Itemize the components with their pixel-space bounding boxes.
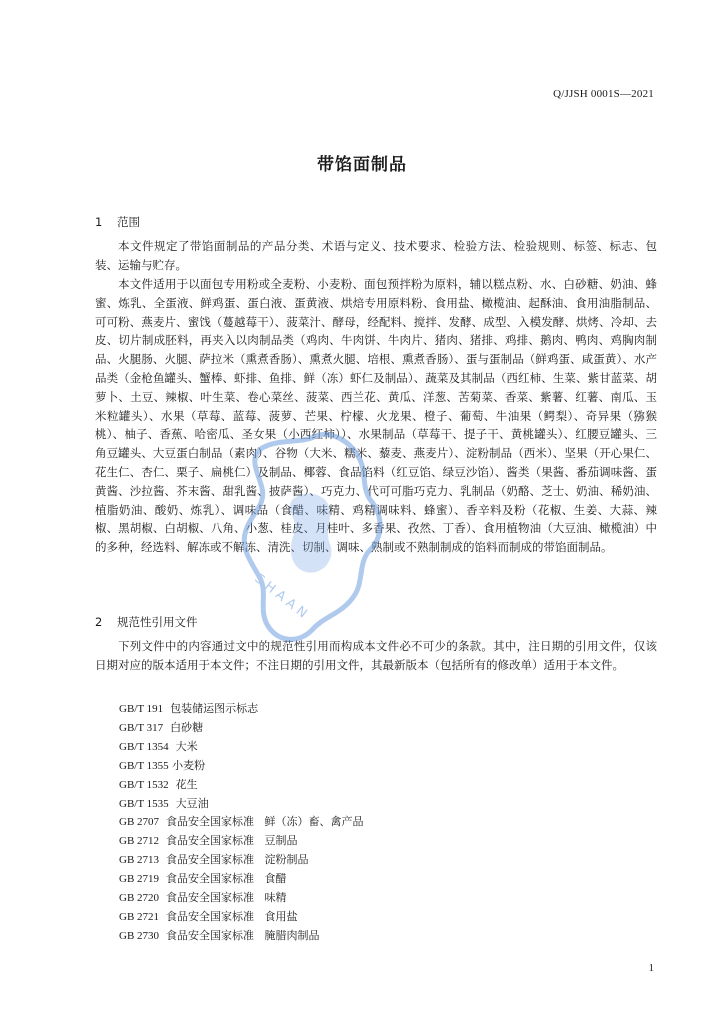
reference-title: 食品安全国家标准 鲜（冻）畜、禽产品 [166,815,364,829]
reference-item [119,700,364,719]
reference-code: GB 2707 [119,816,160,829]
reference-item [119,757,364,776]
reference-title: 小麦粉 [172,758,206,772]
reference-item [119,719,364,738]
reference-list [119,700,364,946]
section-number: 2 [95,615,103,629]
reference-item [119,870,364,889]
reference-code: GB/T 191 [119,703,164,715]
reference-code: GB 2712 [119,835,160,848]
scope-paragraph-2: 本文件适用于以面包专用粉或全麦粉、小麦粉、面包预拌粉为原料，辅以糕点粉、水、白砂糖、奶油、蜂蜜、炼乳、全蛋液、鲜鸡蛋、蛋白液、蛋黄液、烘焙专用原料粉、食用盐、橄榄油、起酥油、食用油脂制品、可可粉、燕麦片、蜜饯（蔓越莓干）、菠菜汁、酵母，经配料、搅拌、发酵、成型、入模发酵、烘烤、冷却、去皮、切片制成胚料，再夹入以肉制品类（鸡肉、牛肉饼、牛肉片、猪肉、猪排、鸡排、鹅肉、鸭肉、鸡胸肉制品、火腿肠、火腿、萨拉米（熏煮香肠）、熏煮火腿、培根、熏煮香肠）、蛋与蛋制品（鲜鸡蛋、咸蛋黄）、水产品类（金枪鱼罐头、蟹棒、虾排、鱼排、鲜（冻）虾仁及制品）、蔬菜及其制品（西红柿、生菜、紫甘蓝菜、胡萝卜、土豆、辣椒、叶生菜、卷心菜丝、菠菜、西兰花、黄瓜、洋葱、苦菊菜、香菜、紫薯、红薯、南瓜、玉米粒罐头）、水果（草莓、蓝莓、菠萝、芒果、柠檬、火龙果、橙子、葡萄、牛油果（鳄梨）、奇异果（猕猴桃）、柚子、香蕉、哈密瓜、圣女果（小西红柿））、水果制品（草莓干、提子干、黄桃罐头）、红腰豆罐头、三角豆罐头、大豆蛋白制品（素肉）、谷物（大米、糯米、藜麦、燕麦片）、淀粉制品（西米）、坚果（开心果仁、花生仁、杏仁、栗子、扁桃仁）及制品、椰蓉、食品馅料（红豆馅、绿豆沙馅）、酱类（果酱、番茄调味酱、蛋黄酱、沙拉酱、芥末酱、甜乳酱、披萨酱）、巧克力、代可可脂巧克力、乳制品（奶酪、芝士、奶油、稀奶油、植脂奶油、酸奶、炼乳）、调味品（食醋、味精、鸡精调味料、蜂蜜）、香辛料及粉（花椒、生姜、大蒜、辣椒、黑胡椒、白胡椒、八角、小葱、桂皮、月桂叶、多香果、孜然、丁香）、食用植物油（大豆油、橄榄油）中的多种，经选料、解冻或不解冻、清洗、切制、调味、熟制或不熟制制成的馅料而制成的带馅面制品。 [95,277,657,555]
reference-item [119,832,364,851]
reference-item [119,851,364,870]
reference-code: GB 2730 [119,929,160,942]
reference-code: GB/T 1355 [119,759,169,772]
reference-item [119,776,364,795]
reference-code: GB 2719 [119,873,160,886]
reference-code: GB/T 1532 [119,778,169,791]
reference-item [119,738,364,757]
reference-title: 大豆油 [175,796,209,810]
reference-code: GB/T 317 [119,721,164,734]
reference-title: 包装储运图示标志 [170,702,259,715]
reference-title: 食品安全国家标准 豆制品 [166,834,298,848]
section-1-heading [95,214,140,230]
reference-code: GB 2721 [119,910,160,923]
reference-code: GB/T 1354 [119,740,169,753]
section-2-heading [95,614,198,630]
reference-code: GB 2720 [119,892,160,905]
reference-item [119,795,364,814]
standard-code: Q/JJSH 0001S—2021 [553,88,654,100]
reference-item [119,908,364,927]
reference-title: 大米 [175,739,198,753]
page-number: 1 [648,962,654,974]
reference-title: 花生 [175,777,198,791]
svg-text:S H A A N: S H A A N [251,571,310,622]
reference-item [119,889,364,908]
document-title: 带馅面制品 [317,155,407,175]
references-intro: 下列文件中的内容通过文中的规范性引用而构成本文件必不可少的条款。其中，注日期的引用文件，仅该日期对应的版本适用于本文件；不注日期的引用文件，其最新版本（包括所有的修改单）适用于本文件。 [95,639,657,672]
section-title: 范围 [117,215,140,229]
section-number: 1 [95,215,103,229]
reference-title: 食品安全国家标准 味精 [166,891,287,905]
section-title: 规范性引用文件 [117,615,198,629]
reference-title: 食品安全国家标准 食醋 [166,872,287,886]
reference-item [119,927,364,946]
scope-paragraph-1: 本文件规定了带馅面制品的产品分类、术语与定义、技术要求、检验方法、检验规则、标签、标志、包装、运输与贮存。 [95,239,657,272]
reference-item [119,813,364,832]
reference-code: GB 2713 [119,854,160,867]
reference-title: 食品安全国家标准 食用盐 [166,909,298,923]
reference-code: GB/T 1535 [119,797,169,810]
reference-title: 白砂糖 [170,720,204,734]
reference-title: 食品安全国家标准 腌腊肉制品 [166,928,320,942]
reference-title: 食品安全国家标准 淀粉制品 [166,853,309,867]
